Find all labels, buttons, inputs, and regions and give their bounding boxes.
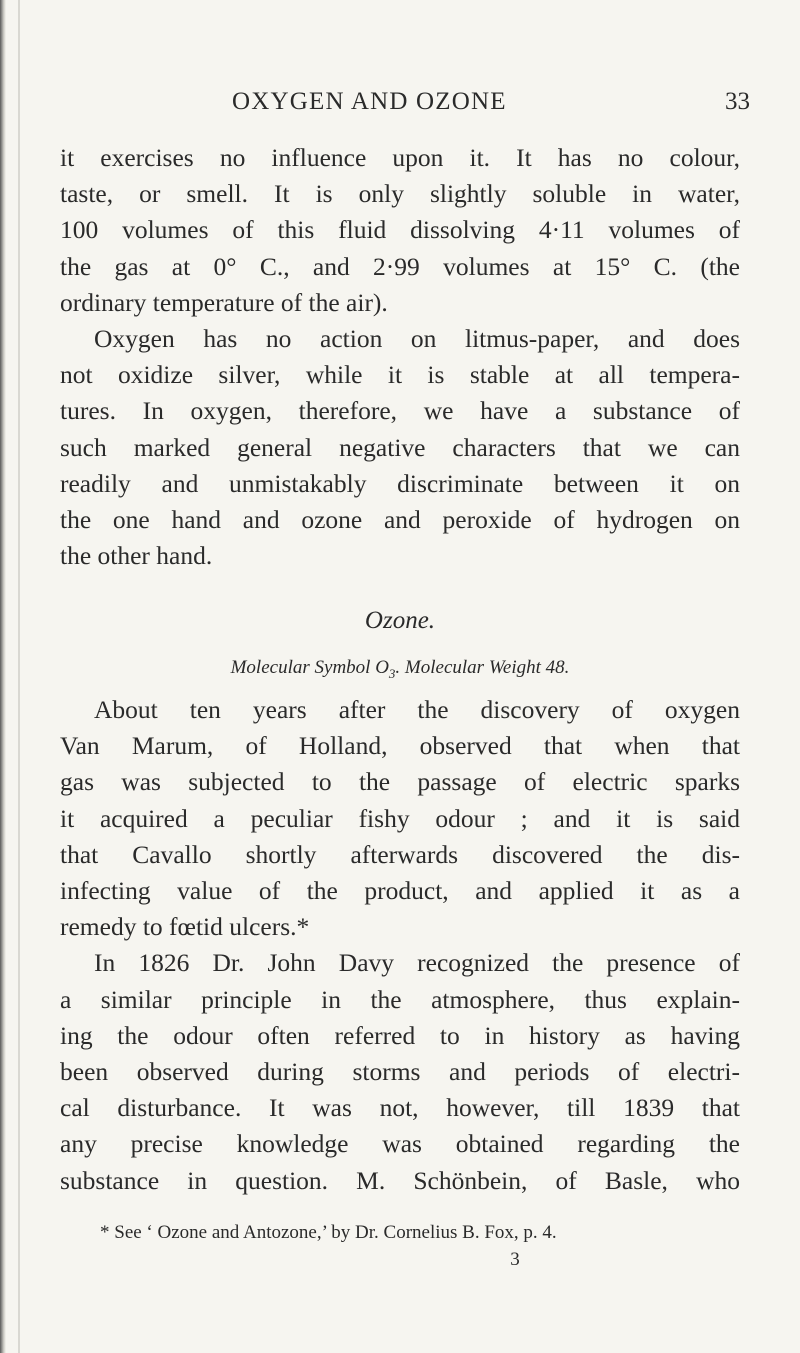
paragraph-4: [60, 945, 740, 1198]
text-line: it exercises no influence upon it. It has no colour,: [60, 143, 740, 172]
text-line: not oxidize silver, while it is stable at all tempera-: [60, 360, 740, 390]
text-line: gas was subjected to the passage of electric sparks: [60, 767, 740, 797]
text-line: the other hand.: [60, 541, 213, 571]
text-line: About ten years after the discovery of oxygen: [94, 695, 740, 724]
text-line: tures. In oxygen, therefore, we have a substance of: [60, 396, 740, 426]
text-line: that Cavallo shortly afterwards discovered the dis-: [60, 839, 740, 869]
text-line: infecting value of the product, and applied it as a: [60, 876, 740, 906]
text-line: any precise knowledge was obtained regarding the: [60, 1129, 740, 1159]
section-subtitle: [0, 657, 800, 682]
paragraph-1: [60, 140, 740, 321]
molecular-weight-label: . Molecular Weight 48.: [395, 657, 570, 678]
text-line: the one hand and ozone and peroxide of hydrogen on: [60, 505, 740, 535]
body-text-bottom: [60, 692, 740, 1199]
footnote: * See ‘ Ozone and Antozone,’ by Dr. Cornelius B. Fox, p. 4.: [100, 1222, 557, 1243]
running-title: OXYGEN AND OZONE: [232, 88, 507, 115]
text-line: it acquired a peculiar fishy odour ; and it is said: [60, 803, 740, 833]
molecular-symbol-subscript: 3: [388, 665, 396, 681]
text-line: Van Marum, of Holland, observed that when that: [60, 731, 740, 761]
text-line: 100 volumes of this fluid dissolving 4·11 volumes of: [60, 215, 740, 245]
text-line: Oxygen has no action on litmus-paper, and does: [94, 324, 740, 354]
signature-mark: 3: [510, 1249, 520, 1270]
text-line: been observed during storms and periods of electri-: [60, 1057, 740, 1087]
text-line: substance in question. M. Schönbein, of Basle, who: [60, 1165, 740, 1195]
section-title: Ozone.: [364, 607, 436, 634]
text-line: such marked general negative characters that we can: [60, 432, 740, 462]
text-line: remedy to fœtid ulcers.*: [60, 912, 310, 942]
text-line: a similar principle in the atmosphere, thus explain-: [60, 984, 740, 1014]
text-line: ing the odour often referred to in history as having: [60, 1020, 740, 1050]
text-line: cal disturbance. It was not, however, till 1839 that: [60, 1093, 740, 1123]
paragraph-3: [60, 692, 740, 945]
text-line: taste, or smell. It is only slightly soluble in water,: [60, 179, 740, 209]
page-number: 33: [725, 88, 750, 115]
molecular-symbol-label: Molecular Symbol O: [230, 657, 389, 678]
text-line: In 1826 Dr. John Davy recognized the presence of: [94, 948, 740, 978]
text-line: the gas at 0° C., and 2·99 volumes at 15° C. (the: [60, 251, 740, 281]
text-line: readily and unmistakably discriminate between it on: [60, 468, 740, 498]
paragraph-2: [60, 321, 740, 574]
text-line: ordinary temperature of the air).: [60, 287, 388, 317]
page-header: [0, 88, 800, 122]
body-text-top: [60, 140, 740, 574]
